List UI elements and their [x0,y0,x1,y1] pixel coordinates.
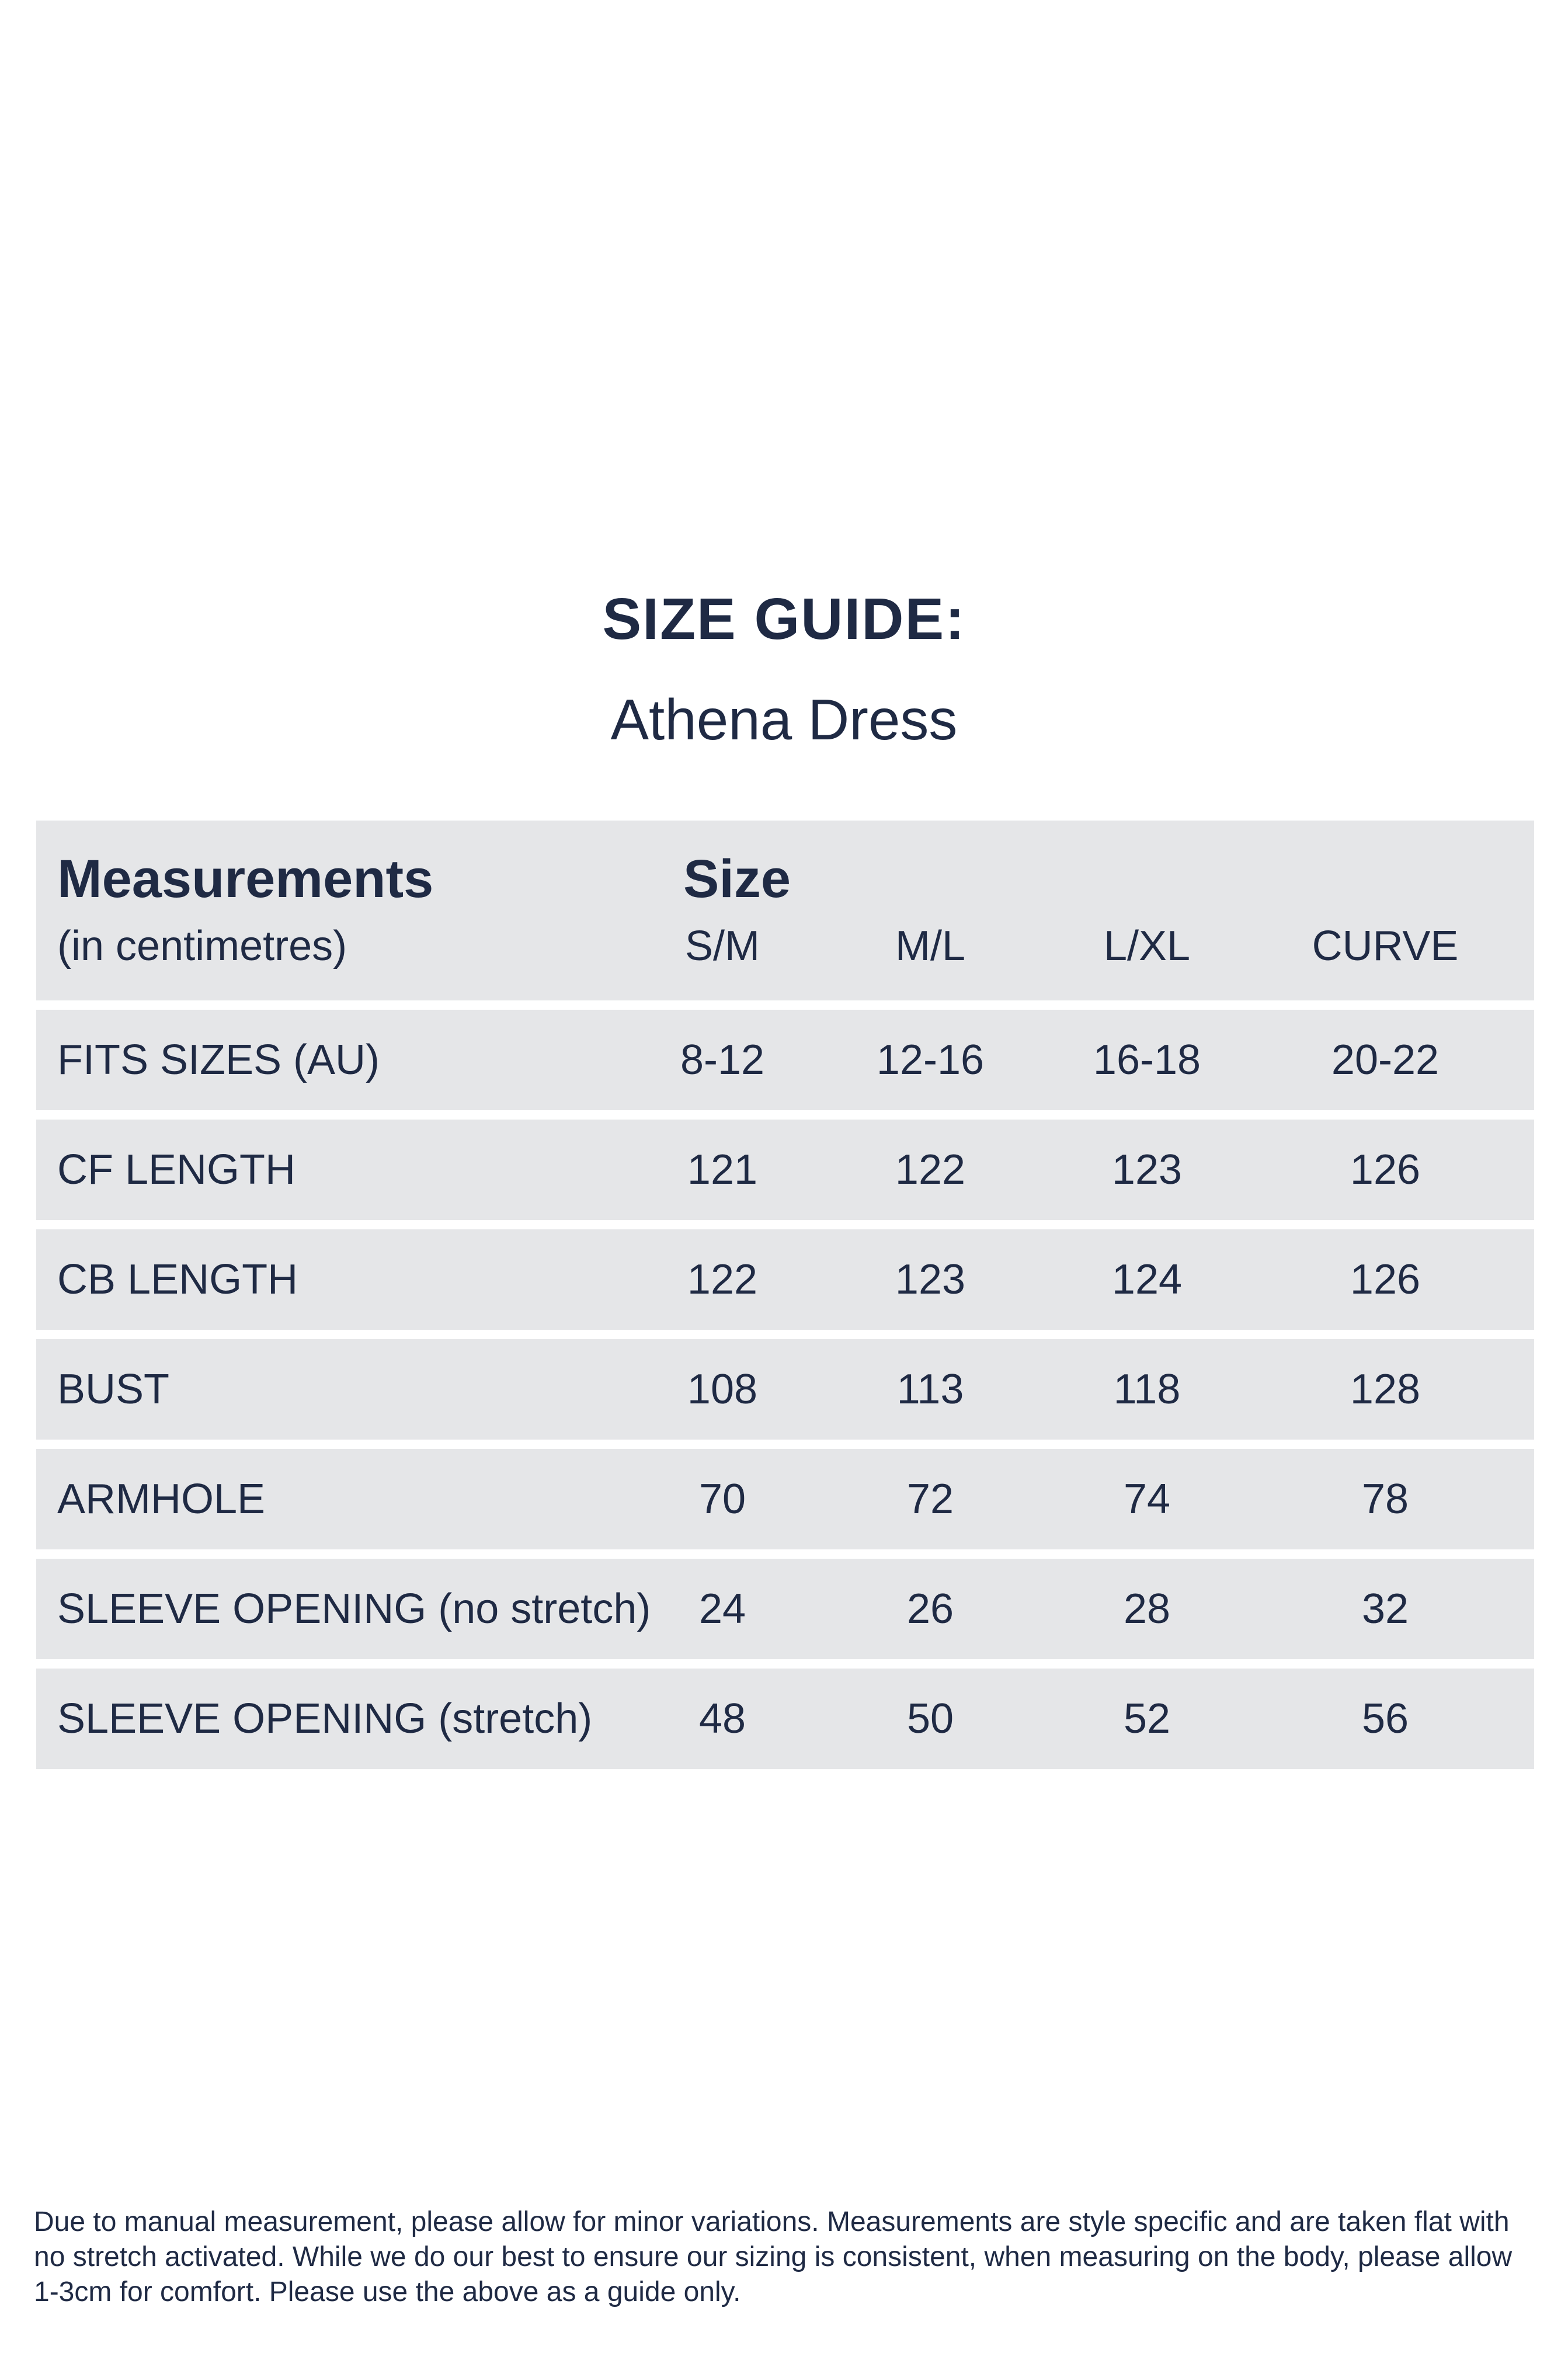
column-header-curve: CURVE [1312,923,1459,969]
cell-value: 113 [896,1366,964,1413]
product-name: Athena Dress [610,687,958,752]
measurements-heading: Measurements [57,849,434,909]
cell-value: 20-22 [1331,1037,1440,1083]
cell-value: 52 [1123,1695,1171,1742]
cell-value: 78 [1361,1476,1409,1523]
table-header-row [36,821,1534,1000]
cell-value: 124 [1111,1256,1183,1303]
cell-value: 123 [1111,1146,1183,1193]
table-row [36,1229,1534,1330]
column-header-ml: M/L [895,923,966,969]
cell-value: 128 [1350,1366,1421,1413]
cell-value: 56 [1361,1695,1409,1742]
cell-value: 123 [895,1256,966,1303]
column-header-lxl: L/XL [1103,923,1191,969]
table-row [36,1449,1534,1549]
table-row [36,1120,1534,1220]
page-title: SIZE GUIDE: [602,586,966,652]
cell-value: 32 [1361,1586,1409,1632]
cell-value: 122 [895,1146,966,1193]
cell-value: 118 [1113,1366,1181,1413]
table-row [36,1669,1534,1769]
cell-value: 24 [698,1586,746,1632]
disclaimer-note: Due to manual measurement, please allow for minor variations. Measurements are style specific and are taken flat with no stretch activated. While we do our best to ensure our sizing is consistent, when measuring on the body, please allow 1-3cm for comfort. Please use the above as a guide only. [34,2206,1513,2307]
row-label: FITS SIZES (AU) [57,1037,380,1083]
cell-value: 126 [1350,1256,1421,1303]
cell-value: 28 [1123,1586,1171,1632]
table-row [36,1339,1534,1440]
row-label: CB LENGTH [57,1256,298,1303]
cell-value: 108 [687,1366,758,1413]
cell-value: 48 [698,1695,746,1742]
cell-value: 8-12 [680,1037,765,1083]
cell-value: 50 [906,1695,954,1742]
cell-value: 74 [1123,1476,1171,1523]
cell-value: 121 [687,1146,758,1193]
cell-value: 26 [906,1586,954,1632]
size-table [36,821,1534,1778]
cell-value: 72 [906,1476,954,1523]
cell-value: 16-18 [1093,1037,1201,1083]
unit-label: (in centimetres) [57,923,347,969]
column-header-sm: S/M [684,923,760,969]
row-label: BUST [57,1366,170,1413]
row-label: SLEEVE OPENING (no stretch) [57,1586,651,1632]
table-row [36,1559,1534,1659]
cell-value: 122 [687,1256,758,1303]
cell-value: 70 [698,1476,746,1523]
size-heading: Size [683,849,791,909]
row-label: SLEEVE OPENING (stretch) [57,1695,593,1742]
cell-value: 12-16 [876,1037,985,1083]
table-row [36,1010,1534,1110]
row-label: ARMHOLE [57,1476,266,1523]
cell-value: 126 [1350,1146,1421,1193]
row-label: CF LENGTH [57,1146,296,1193]
